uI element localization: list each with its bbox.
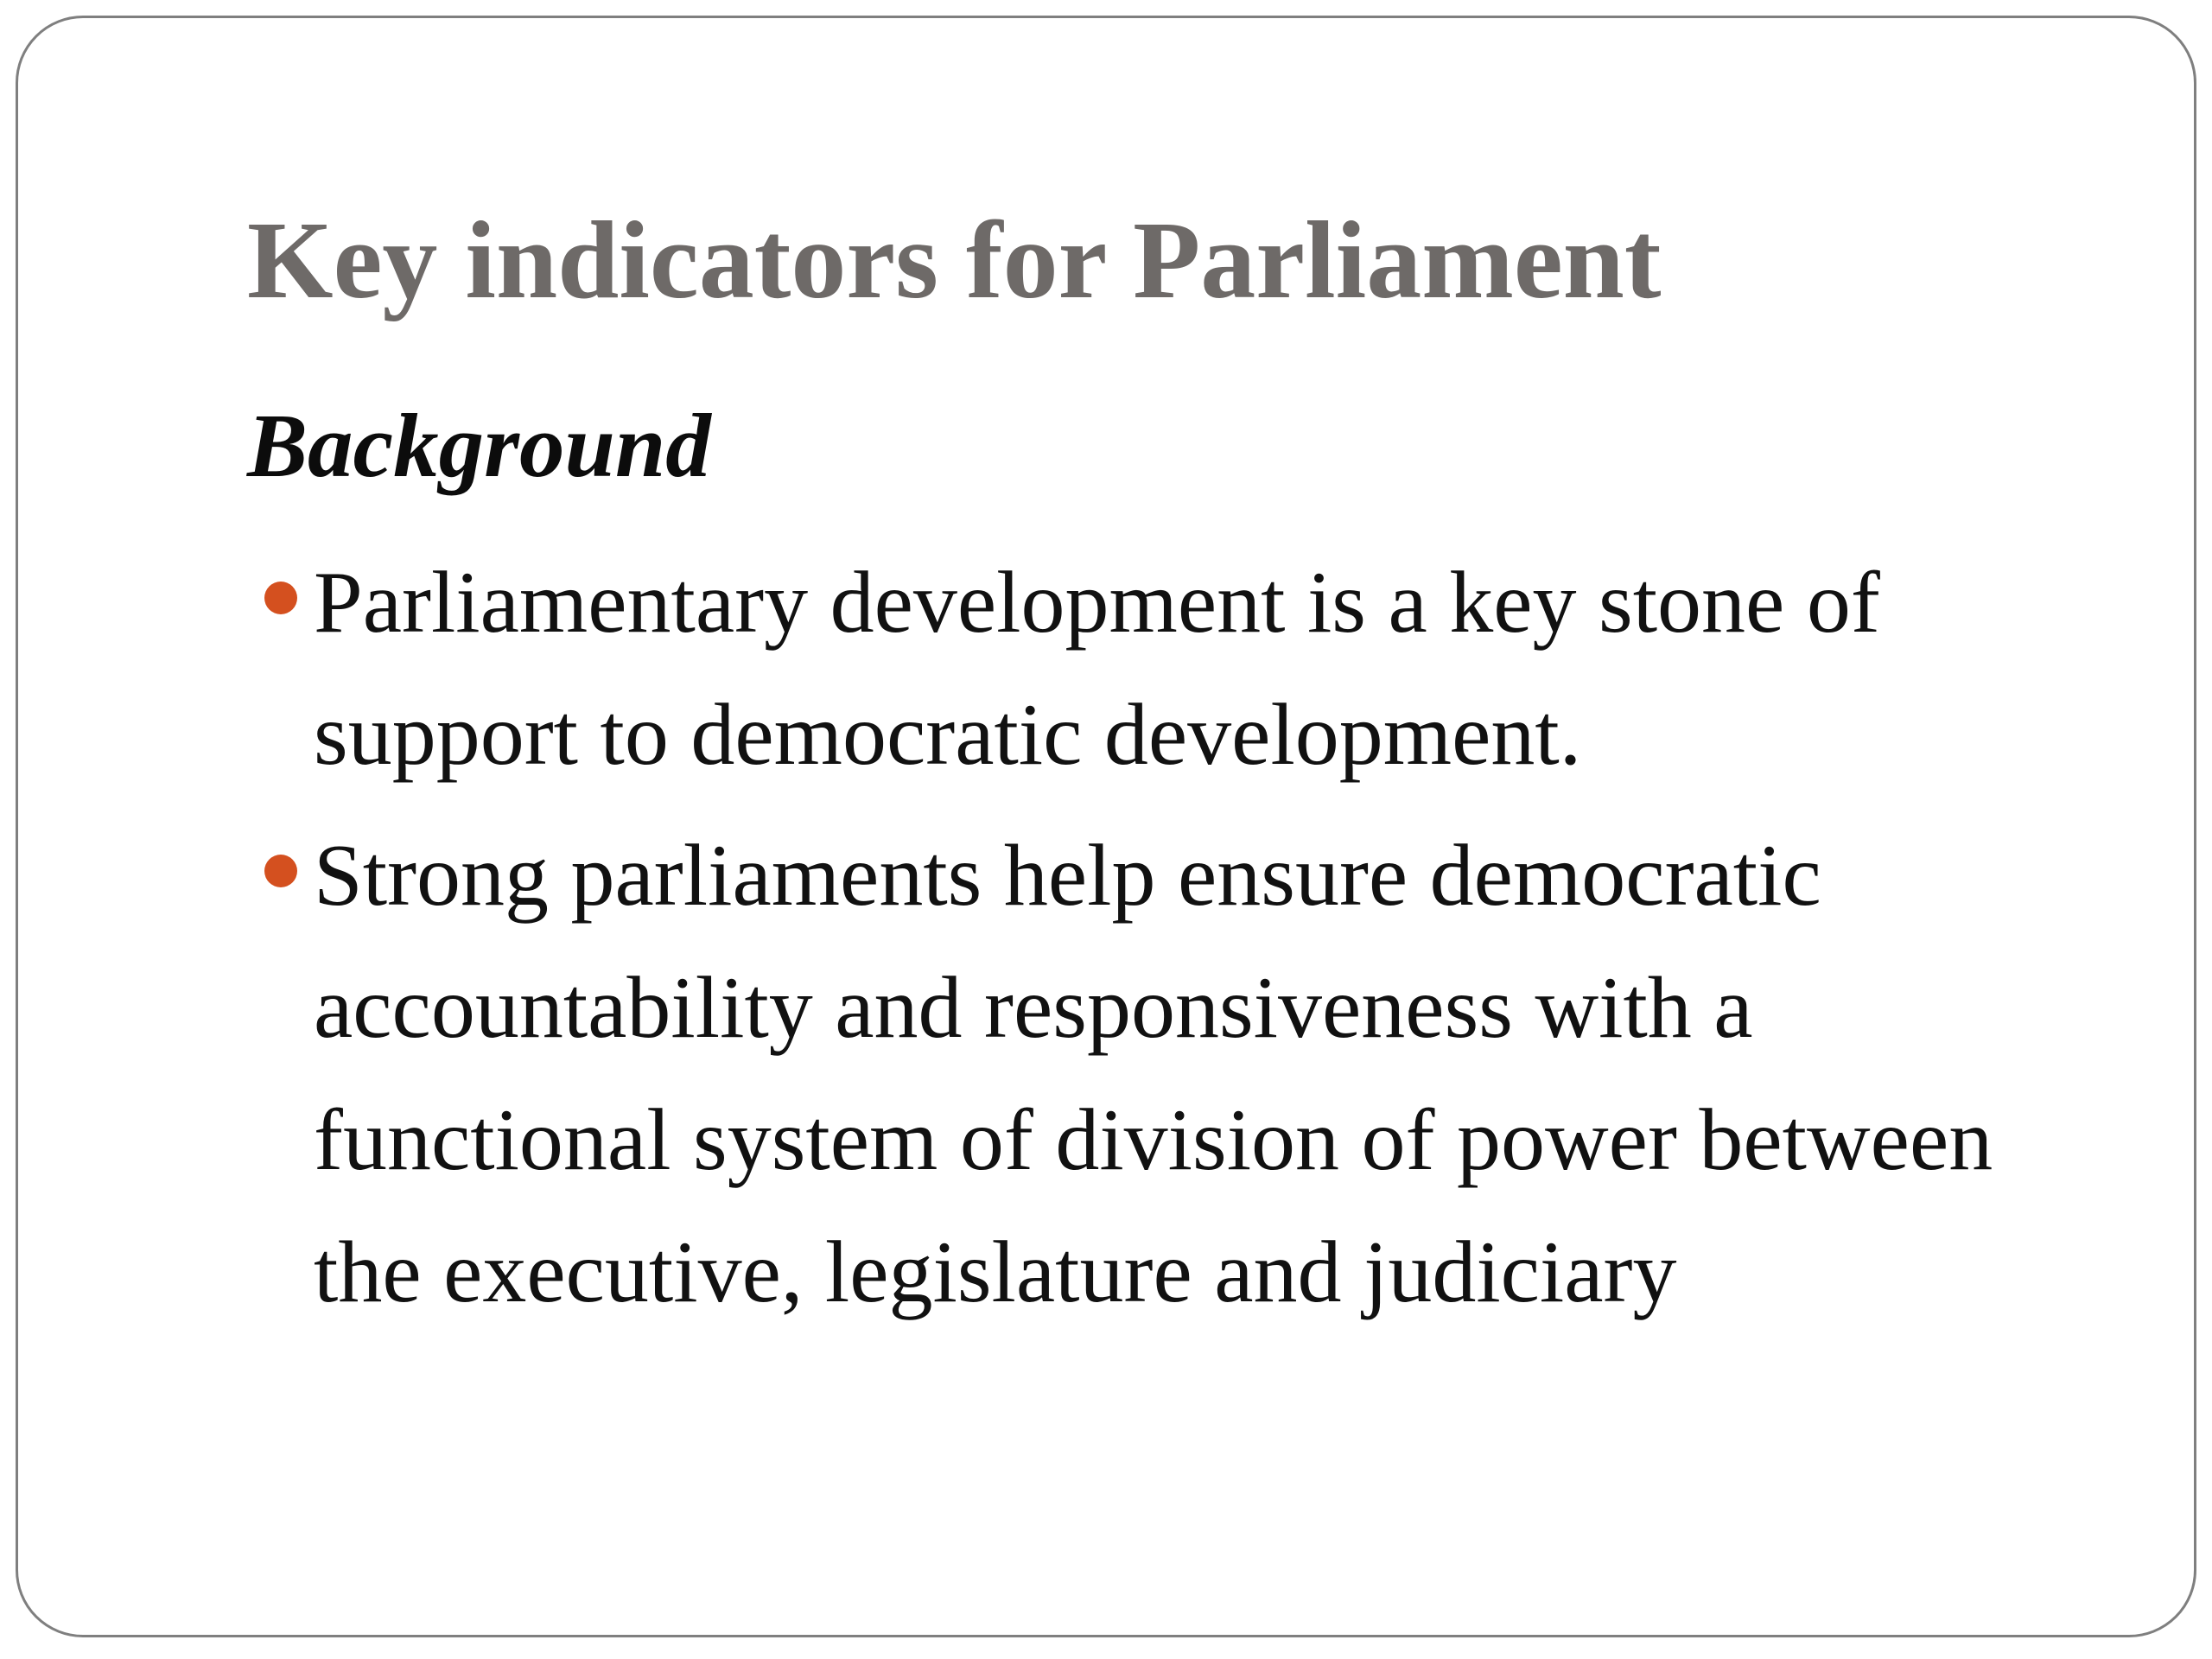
slide <box>16 16 2196 1637</box>
section-heading: Background <box>247 395 711 496</box>
bullet-list <box>247 537 2096 1347</box>
bullet-text: Strong parliaments help ensure democratic accountability and responsiveness with a functional system of division of power between the executive, legislature and judiciary <box>314 827 1993 1321</box>
bullet-dot-icon <box>264 855 297 887</box>
bullet-item <box>247 537 2096 801</box>
bullet-item <box>247 810 2096 1338</box>
bullet-dot-icon <box>264 582 297 614</box>
slide-title: Key indicators for Parliament <box>247 199 1662 321</box>
bullet-text: Parliamentary development is a key stone of support to democratic development. <box>314 554 1880 784</box>
